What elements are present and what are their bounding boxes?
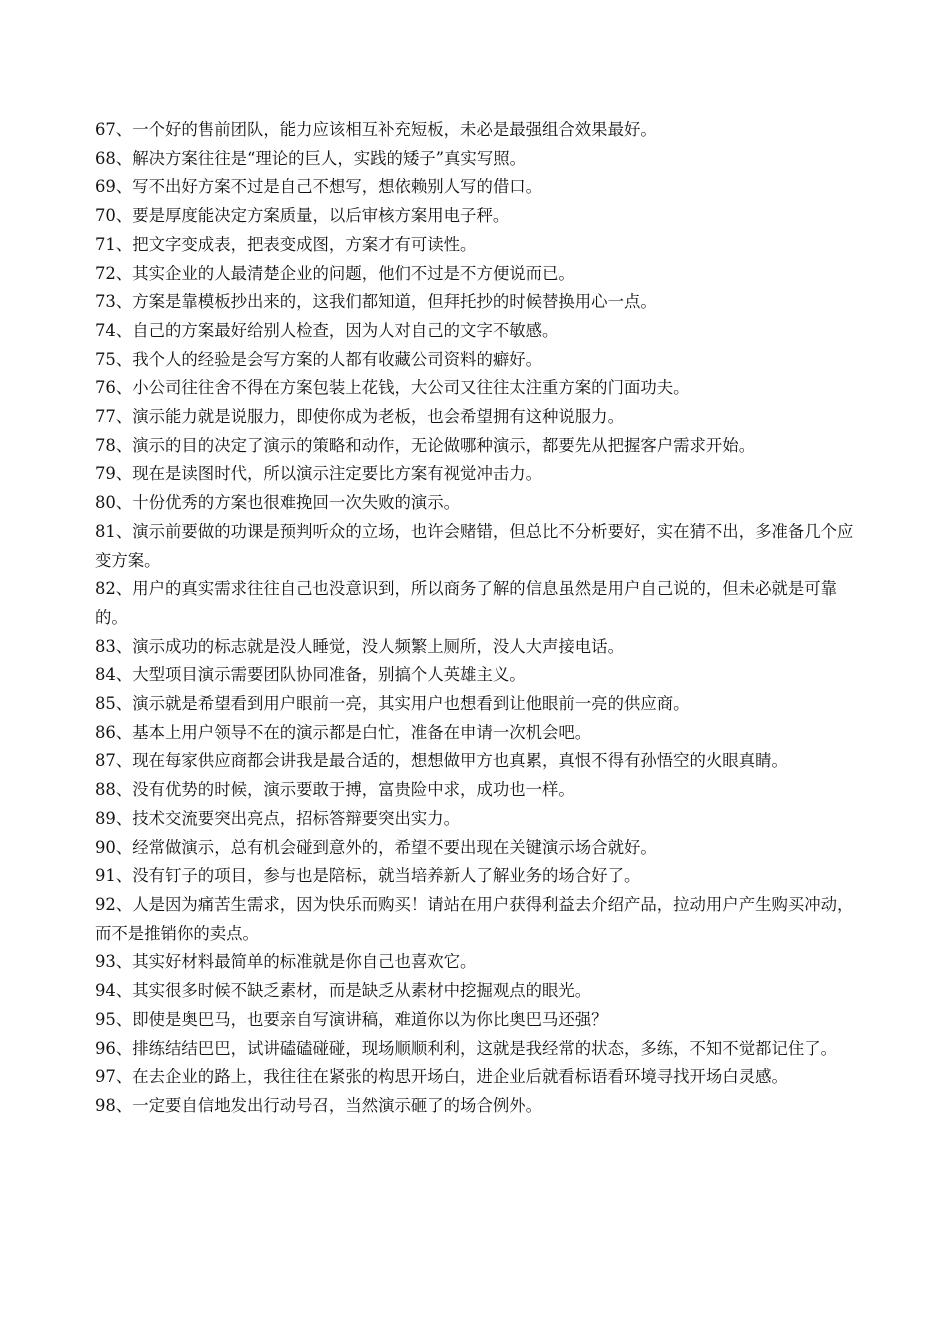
list-item bbox=[95, 1035, 863, 1064]
item-number: 96 bbox=[95, 1038, 116, 1058]
list-item bbox=[95, 1006, 863, 1035]
item-separator: 、 bbox=[115, 636, 133, 656]
item-text: 经常做演示，总有机会碰到意外的，希望不要出现在关键演示场合就好。 bbox=[132, 837, 657, 857]
list-item bbox=[95, 374, 863, 403]
list-item bbox=[95, 805, 863, 834]
list-item bbox=[95, 116, 863, 145]
item-number: 83 bbox=[95, 636, 116, 656]
item-text: 十份优秀的方案也很难挽回一次失败的演示。 bbox=[132, 493, 461, 513]
item-number: 75 bbox=[95, 349, 116, 369]
list-item bbox=[95, 346, 863, 375]
item-text: 其实企业的人最清楚企业的问题，他们不过是不方便说而已。 bbox=[132, 263, 575, 283]
item-text: 演示能力就是说服力，即使你成为老板，也会希望拥有这种说服力。 bbox=[132, 407, 624, 427]
item-number: 78 bbox=[95, 435, 116, 455]
item-number: 95 bbox=[95, 1009, 116, 1029]
item-number: 79 bbox=[95, 464, 116, 484]
item-separator: 、 bbox=[115, 579, 133, 599]
item-number: 89 bbox=[95, 808, 116, 828]
item-text: 排练结结巴巴，试讲磕磕碰碰，现场顺顺利利，这就是我经常的状态，多练，不知不觉都记住了。 bbox=[132, 1038, 838, 1058]
numbered-tips-list bbox=[95, 116, 863, 1121]
item-text: 自己的方案最好给别人检查，因为人对自己的文字不敏感。 bbox=[132, 320, 559, 340]
item-number: 98 bbox=[95, 1095, 116, 1115]
item-separator: 、 bbox=[115, 894, 133, 914]
item-text: 其实很多时候不缺乏素材，而是缺乏从素材中挖掘观点的眼光。 bbox=[132, 981, 592, 1001]
item-number: 84 bbox=[95, 665, 116, 685]
item-separator: 、 bbox=[115, 206, 133, 226]
list-item bbox=[95, 776, 863, 805]
item-separator: 、 bbox=[115, 722, 133, 742]
list-item bbox=[95, 834, 863, 863]
list-item bbox=[95, 1092, 863, 1121]
item-separator: 、 bbox=[115, 665, 133, 685]
item-separator: 、 bbox=[115, 349, 133, 369]
list-item bbox=[95, 432, 863, 461]
item-text: 其实好材料最简单的标准就是你自己也喜欢它。 bbox=[132, 952, 477, 972]
item-number: 76 bbox=[95, 378, 116, 398]
item-text: 没有优势的时候，演示要敢于搏，富贵险中求，成功也一样。 bbox=[132, 780, 575, 800]
item-number: 97 bbox=[95, 1067, 116, 1087]
item-number: 68 bbox=[95, 148, 116, 168]
list-item bbox=[95, 1063, 863, 1092]
list-item bbox=[95, 460, 863, 489]
list-item bbox=[95, 891, 863, 948]
list-item bbox=[95, 747, 863, 776]
list-item bbox=[95, 260, 863, 289]
list-item bbox=[95, 145, 863, 174]
item-separator: 、 bbox=[115, 1067, 133, 1087]
item-number: 91 bbox=[95, 866, 116, 886]
item-text: 在去企业的路上，我往往在紧张的构思开场白，进企业后就看标语看环境寻找开场白灵感。 bbox=[132, 1067, 788, 1087]
item-number: 73 bbox=[95, 292, 116, 312]
item-text: 要是厚度能决定方案质量，以后审核方案用电子秤。 bbox=[132, 206, 510, 226]
list-item bbox=[95, 288, 863, 317]
item-separator: 、 bbox=[115, 866, 133, 886]
item-text: 把文字变成表，把表变成图，方案才有可读性。 bbox=[132, 234, 477, 254]
list-item bbox=[95, 518, 863, 575]
list-item bbox=[95, 173, 863, 202]
list-item bbox=[95, 719, 863, 748]
list-item bbox=[95, 403, 863, 432]
item-text: 演示的目的决定了演示的策略和动作，无论做哪种演示，都要先从把握客户需求开始。 bbox=[132, 435, 756, 455]
item-separator: 、 bbox=[115, 1038, 133, 1058]
item-text: 技术交流要突出亮点，招标答辩要突出实力。 bbox=[132, 808, 461, 828]
item-separator: 、 bbox=[115, 780, 133, 800]
list-item bbox=[95, 489, 863, 518]
item-number: 69 bbox=[95, 177, 116, 197]
item-number: 87 bbox=[95, 751, 116, 771]
item-separator: 、 bbox=[115, 981, 133, 1001]
item-separator: 、 bbox=[115, 378, 133, 398]
list-item bbox=[95, 317, 863, 346]
item-number: 77 bbox=[95, 407, 116, 427]
item-text: 演示就是希望看到用户眼前一亮，其实用户也想看到让他眼前一亮的供应商。 bbox=[132, 694, 690, 714]
item-number: 71 bbox=[95, 234, 116, 254]
item-text: 即使是奥巴马，也要亲自写演讲稿，难道你以为你比奥巴马还强？ bbox=[132, 1009, 608, 1029]
item-separator: 、 bbox=[115, 435, 133, 455]
item-text: 我个人的经验是会写方案的人都有收藏公司资料的癖好。 bbox=[132, 349, 543, 369]
item-text: 现在是读图时代，所以演示注定要比方案有视觉冲击力。 bbox=[132, 464, 543, 484]
item-text: 演示前要做的功课是预判听众的立场，也许会赌错，但总比不分析要好，实在猜不出，多准备几个应变方案。 bbox=[95, 521, 854, 570]
item-number: 93 bbox=[95, 952, 116, 972]
item-text: 人是因为痛苦生需求，因为快乐而购买！请站在用户获得利益去介绍产品，拉动用户产生购买冲动，而不是推销你的卖点。 bbox=[95, 894, 854, 943]
item-text: 现在每家供应商都会讲我是最合适的，想想做甲方也真累，真恨不得有孙悟空的火眼真睛。 bbox=[132, 751, 788, 771]
list-item bbox=[95, 661, 863, 690]
item-text: 一定要自信地发出行动号召，当然演示砸了的场合例外。 bbox=[132, 1095, 543, 1115]
item-separator: 、 bbox=[115, 1009, 133, 1029]
item-number: 85 bbox=[95, 694, 116, 714]
item-number: 67 bbox=[95, 120, 116, 139]
item-number: 88 bbox=[95, 780, 116, 800]
item-number: 80 bbox=[95, 493, 116, 513]
item-text: 大型项目演示需要团队协同准备，别搞个人英雄主义。 bbox=[132, 665, 526, 685]
item-text: 基本上用户领导不在的演示都是白忙，准备在申请一次机会吧。 bbox=[132, 722, 592, 742]
item-separator: 、 bbox=[115, 120, 133, 139]
item-separator: 、 bbox=[115, 263, 133, 283]
list-item bbox=[95, 690, 863, 719]
item-separator: 、 bbox=[115, 234, 133, 254]
list-item bbox=[95, 575, 863, 632]
item-separator: 、 bbox=[115, 464, 133, 484]
item-separator: 、 bbox=[115, 837, 133, 857]
item-separator: 、 bbox=[115, 493, 133, 513]
item-number: 81 bbox=[95, 521, 116, 541]
item-number: 70 bbox=[95, 206, 116, 226]
item-text: 演示成功的标志就是没人睡觉，没人频繁上厕所，没人大声接电话。 bbox=[132, 636, 624, 656]
item-separator: 、 bbox=[115, 521, 133, 541]
item-text: 一个好的售前团队，能力应该相互补充短板，未必是最强组合效果最好。 bbox=[132, 120, 657, 139]
item-separator: 、 bbox=[115, 751, 133, 771]
item-number: 90 bbox=[95, 837, 116, 857]
item-text: 方案是靠模板抄出来的，这我们都知道，但拜托抄的时候替换用心一点。 bbox=[132, 292, 657, 312]
item-text: 没有钉子的项目，参与也是陪标，就当培养新人了解业务的场合好了。 bbox=[132, 866, 641, 886]
item-separator: 、 bbox=[115, 292, 133, 312]
item-number: 94 bbox=[95, 981, 116, 1001]
list-item bbox=[95, 231, 863, 260]
list-item bbox=[95, 948, 863, 977]
item-separator: 、 bbox=[115, 808, 133, 828]
item-text: 解决方案往往是“理论的巨人，实践的矮子”真实写照。 bbox=[132, 148, 526, 168]
item-separator: 、 bbox=[115, 177, 133, 197]
item-text: 写不出好方案不过是自己不想写，想依赖别人写的借口。 bbox=[132, 177, 543, 197]
item-number: 74 bbox=[95, 320, 116, 340]
list-item bbox=[95, 202, 863, 231]
item-separator: 、 bbox=[115, 952, 133, 972]
item-separator: 、 bbox=[115, 694, 133, 714]
item-number: 86 bbox=[95, 722, 116, 742]
item-separator: 、 bbox=[115, 1095, 133, 1115]
item-separator: 、 bbox=[115, 320, 133, 340]
item-separator: 、 bbox=[115, 148, 133, 168]
list-item bbox=[95, 862, 863, 891]
list-item bbox=[95, 633, 863, 662]
list-item bbox=[95, 977, 863, 1006]
item-number: 72 bbox=[95, 263, 116, 283]
item-text: 用户的真实需求往往自己也没意识到，所以商务了解的信息虽然是用户自己说的，但未必就是可靠的。 bbox=[95, 579, 838, 627]
item-number: 92 bbox=[95, 894, 116, 914]
item-separator: 、 bbox=[115, 407, 133, 427]
item-number: 82 bbox=[95, 579, 116, 599]
item-text: 小公司往往舍不得在方案包装上花钱，大公司又往往太注重方案的门面功夫。 bbox=[132, 378, 690, 398]
